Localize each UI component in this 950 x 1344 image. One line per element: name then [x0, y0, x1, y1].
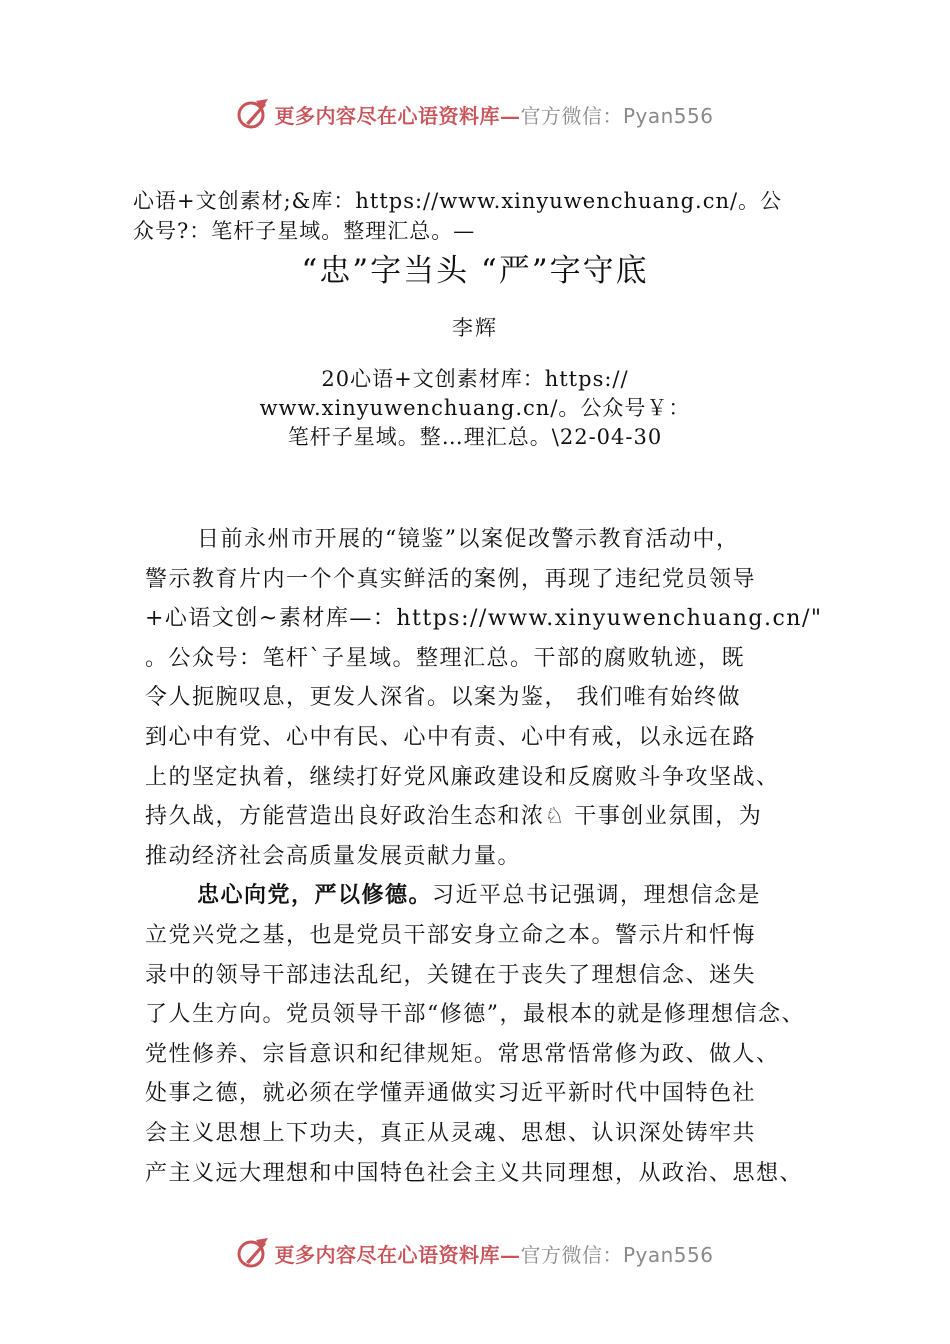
article-body — [145, 520, 845, 1193]
article-title: “忠”字当头 “严”字守底 — [301, 253, 649, 289]
header-banner — [0, 94, 950, 134]
body-line: 了人生方向。党员领导干部“修德”，最根本的就是修理想信念、 — [145, 1002, 805, 1028]
body-line: 上的坚定执着，继续打好党风廉政建设和反腐败斗争攻坚战、 — [145, 764, 780, 790]
body-line: 推动经济社会高质量发展贡献力量。 — [145, 843, 522, 869]
body-line: 处事之德，就必须在学懂弄通做实习近平新时代中国特色社 — [145, 1081, 757, 1107]
meta-line: www.xinyuwenchuang.cn/。公众号￥： — [259, 396, 691, 420]
section-lead-bold: 忠心向党，严以修德。 — [197, 883, 433, 909]
body-line: 持久战，方能营造出良好政治生态和浓♘ 干事创业氛围，为 — [145, 804, 763, 830]
quill-logo-icon — [236, 97, 270, 131]
banner-red-text: 更多内容尽在心语资料库— — [274, 1242, 521, 1267]
meta-line: 20心语+文创素材库：https:// — [321, 367, 629, 391]
body-line: 。公众号：笔杆`子星域。整理汇总。干部的腐败轨迹，既 — [145, 645, 746, 671]
intro-block — [133, 186, 823, 246]
body-line — [145, 876, 845, 916]
body-line: 立党兴党之基，也是党员干部安身立命之本。警示片和忏悔 — [145, 922, 757, 948]
article-meta — [0, 365, 950, 452]
body-line: 令人扼腕叹息，更发人深省。以案为鉴， 我们唯有始终做 — [145, 685, 741, 711]
banner-gray-text: 官方微信：Pyan556 — [520, 1242, 714, 1267]
banner-gray-text: 官方微信：Pyan556 — [520, 103, 714, 128]
body-line: 到心中有党、心中有民、心中有责、心中有戒，以永远在路 — [145, 724, 757, 750]
section-lead-rest: 习近平总书记强调，理想信念是 — [432, 883, 762, 909]
article-author: 李辉 — [452, 316, 498, 340]
body-line: 日前永州市开展的“镜鉴”以案促改警示教育活动中， — [197, 527, 740, 552]
intro-line: 心语+文创素材;&库：https://www.xinyuwenchuang.cn/。公 — [133, 189, 783, 213]
body-line: 产主义远大理想和中国特色社会主义共同理想，从政治、思想、 — [145, 1160, 804, 1186]
body-line: 党性修养、宗旨意识和纪律规矩。常思常悟常修为政、做人、 — [145, 1041, 780, 1067]
meta-line: 笔杆子星域。整…理汇总。\22-04-30 — [287, 425, 663, 449]
quill-logo-icon — [236, 1236, 270, 1270]
body-line: 会主义思想上下功夫，真正从灵魂、思想、认识深处铸牢共 — [145, 1120, 757, 1146]
intro-line: 众号?：笔杆子星域。整理汇总。— — [133, 219, 476, 243]
footer-banner — [0, 1233, 950, 1273]
banner-red-text: 更多内容尽在心语资料库— — [274, 103, 521, 128]
body-line: 录中的领导干部违法乱纪，关键在于丧失了理想信念、迷失 — [145, 962, 757, 988]
body-line: 警示教育片内一个个真实鲜活的案例，再现了违纪党员领导 — [145, 566, 757, 592]
body-line: +心语文创~素材库—：https://www.xinyuwenchuang.cn/" — [145, 606, 823, 632]
